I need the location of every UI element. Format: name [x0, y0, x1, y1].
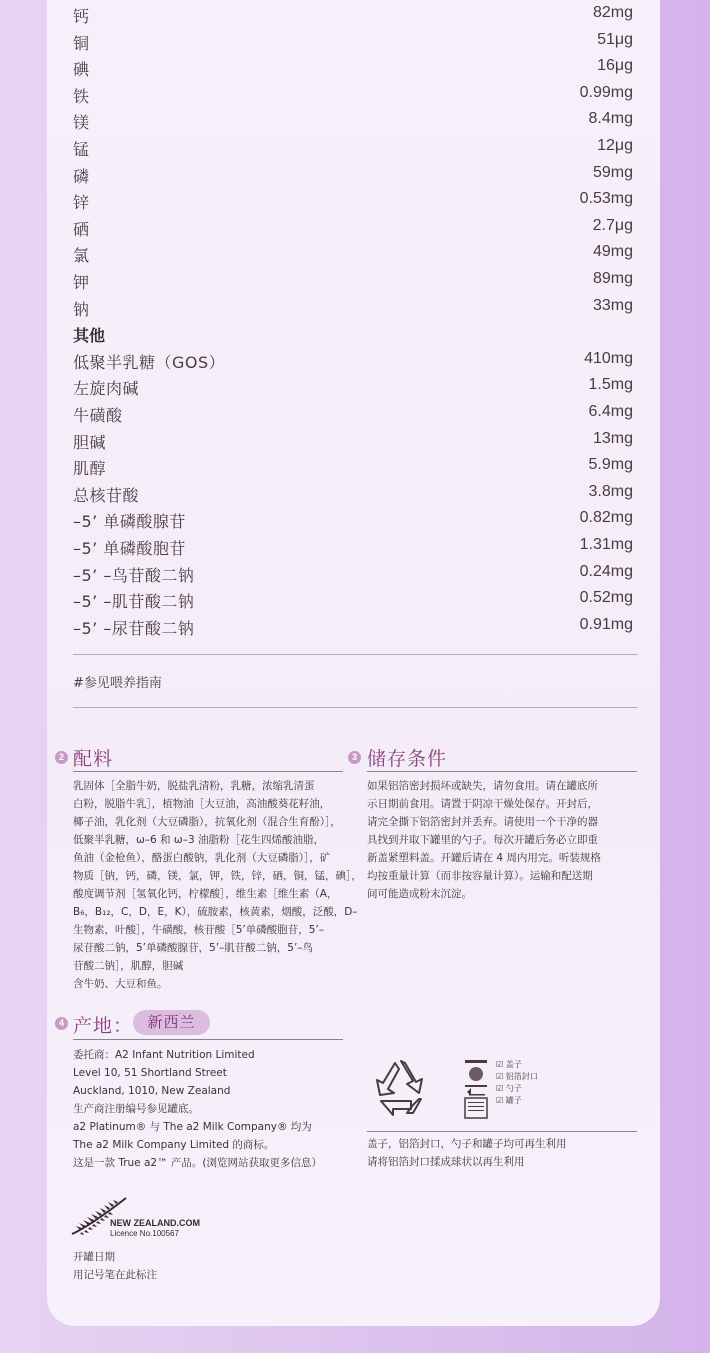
text-line: a2 Platinum® 与 The a2 Milk Company® 均为: [73, 1121, 312, 1133]
text-line: Auckland, 1010, New Zealand: [73, 1085, 231, 1097]
nutrient-name: 铜: [73, 33, 90, 53]
check-icon: ☑: [496, 1060, 506, 1069]
origin-title: 产地：: [73, 1015, 134, 1037]
nutrient-name: 铁: [73, 86, 90, 106]
section-number: 3: [348, 751, 361, 764]
text-line: 委托商：A2 Infant Nutrition Limited: [73, 1049, 255, 1061]
nutrient-row: [73, 135, 633, 161]
nutrient-name: 钙: [73, 7, 90, 26]
divider: [73, 707, 638, 708]
text-line: 用记号笔在此标注: [73, 1269, 157, 1281]
nutrient-value: 0.52mg: [579, 589, 633, 607]
nutrient-name: 镁: [73, 113, 90, 133]
nutrient-value: 12μg: [597, 137, 633, 154]
nutrient-value: 5.9mg: [588, 456, 633, 474]
nutrient-row: [73, 561, 633, 587]
nutrient-row: [73, 374, 633, 400]
check-icon: ☑: [496, 1096, 506, 1105]
legend-item: [496, 1083, 522, 1094]
check-icon: ☑: [496, 1072, 506, 1081]
nutrient-value: 410mg: [584, 349, 633, 367]
text-line: 白粉，脱脂牛乳］，植物油［大豆油，高油酸葵花籽油，: [73, 798, 331, 810]
nutrient-name: 磷: [73, 166, 90, 186]
text-line: 示日期前食用。请置于阴凉干燥处保存。开封后，: [367, 798, 598, 810]
nutrient-row: [73, 534, 633, 560]
text-line: 苷酸二钠］，肌醇，胆碱: [73, 960, 184, 972]
nutrient-name: 总核苷酸: [73, 485, 140, 505]
text-line: 如果铝箔密封损坏或缺失，请勿食用。请在罐底所: [367, 780, 598, 792]
nutrient-name: 碘: [73, 60, 90, 80]
nutrient-name: 胆碱: [73, 432, 107, 452]
nutrient-name: 氯: [73, 246, 90, 266]
nutrient-value: 51μg: [597, 30, 633, 48]
text-line: 乳固体［全脂牛奶，脱盐乳清粉，乳糖，浓缩乳清蛋: [73, 780, 315, 792]
nutrient-row: [73, 507, 633, 533]
text-line: 请将铝箔封口揉成球状以再生利用: [367, 1156, 525, 1168]
text-line: 开罐日期: [73, 1251, 115, 1263]
nutrient-value: 8.4mg: [588, 110, 633, 128]
nutrient-name: 钠: [73, 299, 90, 319]
nutrient-row: [73, 268, 633, 294]
divider: [73, 654, 638, 655]
nutrient-row: [73, 108, 633, 134]
text-line: 间可能造成粉末沉淀。: [367, 888, 472, 900]
nutrient-name: 低聚半乳糖（GOS）: [73, 352, 226, 372]
legend-label: 铝箔封口: [505, 1072, 538, 1081]
ingredients-text: [73, 777, 362, 993]
nutrient-value: 3.8mg: [588, 482, 633, 500]
nutrient-value: 2.7μg: [592, 216, 633, 234]
nutrient-value: 0.53mg: [579, 190, 633, 208]
nutrient-value: 0.91mg: [579, 615, 633, 633]
text-line: 低聚半乳糖，ω–6 和 ω–3 油脂粉［花生四烯酸油脂，: [73, 834, 324, 846]
nutrient-value: 0.82mg: [579, 509, 633, 527]
text-line: 具找到并取下罐里的勺子。每次开罐后务必立即重: [367, 834, 598, 846]
nutrient-row: [73, 82, 633, 108]
text-line: 生产商注册编号参见罐底。: [73, 1103, 199, 1115]
text-line: 这是一款 True a2™ 产品。(浏览网站获取更多信息）: [73, 1157, 323, 1169]
legend-label: 盖子: [505, 1060, 522, 1069]
feeding-note: #参见喂养指南: [73, 676, 162, 691]
recycle-text: [367, 1135, 647, 1171]
text-line: B₆，B₁₂，C，D，E，K），硫胺素，核黄素，烟酸，泛酸，D–: [73, 906, 358, 918]
nutrient-row: [73, 2, 633, 28]
nutrient-name: 左旋肉碱: [73, 379, 140, 399]
text-line: 物质［钠，钙，磷，镁，氯，钾，铁，锌，硒，铜，锰，碘］，: [73, 870, 362, 882]
nutrient-name: 硒: [73, 219, 90, 239]
section-underline: [367, 771, 637, 772]
nutrient-name: –5’ 单磷酸腺苷: [73, 512, 186, 532]
section-underline: [367, 1131, 637, 1132]
text-line: 新盖紧塑料盖。开罐后请在 4 周内用完。听装规格: [367, 852, 601, 864]
nutrient-value: 49mg: [592, 243, 633, 261]
nutrient-name: –5’ –肌苷酸二钠: [73, 592, 195, 612]
nutrient-name: 锰: [73, 140, 90, 159]
text-line: 尿苷酸二钠，5’单磷酸腺苷，5’–肌苷酸二钠，5’–鸟: [73, 942, 314, 954]
check-icon: ☑: [496, 1084, 506, 1093]
nutrient-row: [73, 401, 633, 427]
nutrient-value: 1.5mg: [588, 376, 633, 394]
nz-brand: NEW ZEALAND.COM: [110, 1218, 200, 1228]
section-underline: [73, 1039, 343, 1040]
opening-date-text: [73, 1248, 273, 1284]
nutrient-name: 钾: [73, 273, 90, 292]
text-line: 酸度调节剂［氢氧化钙，柠檬酸］，维生素［维生素（A，: [73, 888, 338, 900]
nutrient-name: –5’ 单磷酸胞苷: [73, 539, 186, 558]
text-line: Level 10, 51 Shortland Street: [73, 1067, 227, 1079]
nutrient-name: 牛磺酸: [73, 406, 123, 425]
nutrient-value: 33mg: [592, 296, 633, 314]
legend-item: [496, 1059, 522, 1070]
origin-text: [73, 1046, 353, 1172]
others-heading: 其他: [73, 326, 106, 346]
text-line: 均按重量计算（而非按容量计算）。运输和配送期: [367, 870, 593, 882]
text-line: 生物素，叶酸］，牛磺酸，核苷酸［5’单磷酸胞苷，5’–: [73, 924, 325, 936]
nutrient-value: 13mg: [592, 429, 633, 447]
nutrient-row: [73, 215, 633, 241]
legend-item: [496, 1095, 522, 1106]
text-line: The a2 Milk Company Limited 的商标。: [73, 1139, 275, 1151]
nutrient-row: [73, 454, 633, 480]
nutrient-value: 16μg: [597, 57, 633, 75]
nutrient-row: [73, 428, 633, 454]
nutrient-row: [73, 241, 633, 267]
nutrient-row: [73, 614, 633, 640]
nutrient-value: 82mg: [592, 4, 633, 21]
recycle-icon: [367, 1055, 435, 1123]
section-underline: [73, 771, 343, 772]
nutrient-value: 89mg: [592, 270, 633, 287]
nz-licence: Licence No.100567: [110, 1229, 179, 1238]
section-number: 2: [55, 751, 68, 764]
text-line: 盖子，铝箔封口，勺子和罐子均可再生利用: [367, 1138, 567, 1150]
container-parts-icon: [462, 1058, 492, 1118]
section-number: 4: [55, 1017, 68, 1030]
origin-country-tag: 新西兰: [133, 1010, 210, 1035]
text-line: 椰子油，乳化剂（大豆磷脂），抗氧化剂（混合生育酚）］，: [73, 816, 341, 828]
nutrient-value: 6.4mg: [588, 403, 633, 420]
nutrient-row: [73, 348, 633, 374]
nutrient-row: [73, 587, 633, 613]
nutrient-row: [73, 481, 633, 507]
legend-label: 勺子: [505, 1084, 522, 1093]
storage-text: [367, 777, 642, 903]
nutrient-value: 0.99mg: [579, 83, 633, 101]
text-line: 含牛奶、大豆和鱼。: [73, 978, 168, 990]
nutrient-name: 锌: [73, 193, 90, 213]
storage-title: 储存条件: [367, 748, 448, 770]
nutrient-row: [73, 55, 633, 81]
ingredients-title: 配料: [73, 748, 114, 770]
legend-item: [496, 1071, 538, 1082]
text-line: 请完全撕下铝箔密封并丢弃。请使用一个干净的器: [367, 816, 598, 828]
text-line: 鱼油（金枪鱼），酪蛋白酸钠，乳化剂（大豆磷脂）］，矿: [73, 852, 331, 864]
nutrient-name: 肌醇: [73, 459, 107, 479]
nutrient-name: –5’ –尿苷酸二钠: [73, 618, 195, 638]
nutrient-row: [73, 188, 633, 214]
legend-label: 罐子: [505, 1096, 522, 1105]
nutrient-row: [73, 29, 633, 55]
nutrient-row: [73, 162, 633, 188]
nutrient-value: 1.31mg: [579, 536, 633, 553]
nutrient-row: [73, 295, 633, 321]
nutrient-name: –5’ –鸟苷酸二钠: [73, 565, 195, 585]
nutrient-value: 0.24mg: [579, 562, 633, 580]
nutrient-value: 59mg: [592, 163, 633, 181]
